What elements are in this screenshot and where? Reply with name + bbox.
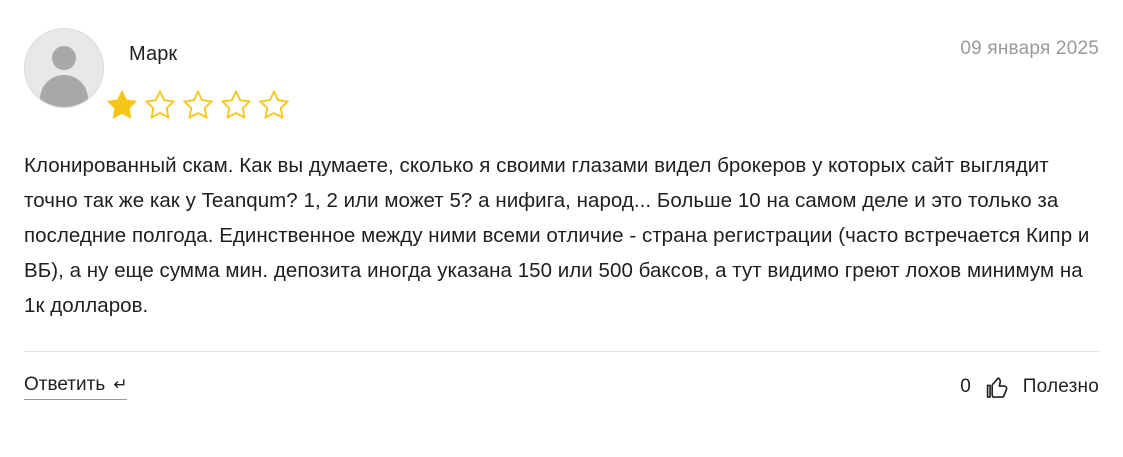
star-icon-3 <box>181 88 215 122</box>
avatar-body-shape <box>40 75 88 108</box>
reply-arrow-icon: ↵ <box>113 375 128 394</box>
thumbs-up-icon[interactable] <box>984 374 1010 400</box>
rating-stars <box>105 88 291 122</box>
star-icon-2 <box>143 88 177 122</box>
star-icon-5 <box>257 88 291 122</box>
reply-button[interactable] <box>24 374 127 400</box>
reply-label: Ответить <box>24 374 106 395</box>
star-icon-1 <box>105 88 139 122</box>
author-name: Марк <box>129 43 178 65</box>
star-icon-4 <box>219 88 253 122</box>
avatar-head-shape <box>52 46 76 70</box>
like-count: 0 <box>960 376 971 397</box>
review-date: 09 января 2025 <box>960 38 1099 59</box>
avatar <box>24 28 104 108</box>
review-header <box>24 28 1099 122</box>
review-text: Клонированный скам. Как вы думаете, сколько я своими глазами видел брокеров у которых сайт выглядит точно так же как у Teanqum? 1, 2 или может 5? а нифига, народ... Больше 10 на самом деле и это только за последние полгода. Единственное между ними всеми отличие - страна регистрации (часто встречается Кипр и ВБ), а ну еще сумма мин. депозита иногда указана 150 или 500 баксов, а тут видимо греют лохов минимум на 1к долларов. <box>24 154 1090 317</box>
divider <box>24 351 1099 352</box>
helpful-block <box>960 374 1099 400</box>
author-block <box>129 28 291 122</box>
review-footer <box>24 374 1099 400</box>
helpful-label: Полезно <box>1022 376 1099 397</box>
